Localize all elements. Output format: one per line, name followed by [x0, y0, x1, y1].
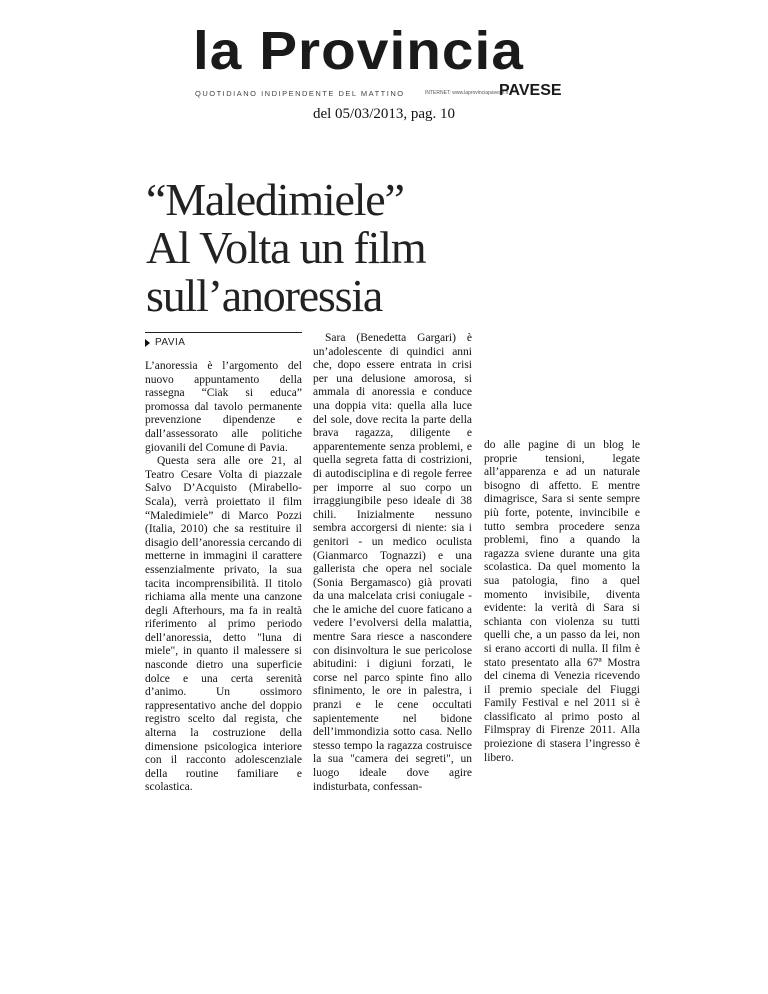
headline-line-2: Al Volta un film — [146, 222, 426, 273]
newspaper-website: INTERNET: www.laprovinciapavese.it — [425, 90, 509, 96]
dateline-label: PAVIA — [155, 337, 186, 349]
paragraph: Questa sera alle ore 21, al Teatro Cesare Volta di piazzale Salvo D’Acquisto (Mirabello-Scala), verrà proiettato il film “Maledimiele” di Marco Pozzi (Italia, 2010) che sa restituire il disagio dell’anoressia cercando di metterne in immagini il carattere essenzialmente privato, la sua tacita incomprensibilità. Il titolo richiama alla mente una canzone degli Afterhours, ma fa in realtà riferimento al primo periodo dell’anoressia, detto "luna di miele", in quanto il malessere si nasconde dietro una superficie dolce e una certa serenità d’animo. Un ossimoro rappresentativo anche del doppio registro scelto dal regista, che alterna la costruzione della dimensione psicologica interiore con il racconto adolescenziale della routine familiare e scolastica. — [145, 455, 302, 794]
headline-line-1: “Maledimiele” — [146, 174, 404, 225]
article-column-1 — [145, 332, 302, 795]
article-column-2 — [313, 332, 472, 794]
dateline — [145, 332, 302, 350]
article-column-3 — [484, 439, 640, 765]
source-date-line: del 05/03/2013, pag. 10 — [312, 106, 456, 122]
newspaper-edition: PAVESE — [499, 82, 562, 99]
dateline-marker-icon — [145, 339, 150, 347]
newspaper-logo: la Provincia — [193, 21, 524, 81]
paragraph: L’anoressia è l’argomento del nuovo appuntamento della rassegna “Ciak si educa” promossa dal tavolo permanente prevenzione dipendenze e dall’assessorato alle politiche giovanili del Comune di Pavia. — [145, 360, 302, 454]
paragraph: do alle pagine di un blog le proprie tensioni, legate all’apparenza e ad un naturale bisogno di affetto. E mentre dimagrisce, Sara si sente sempre più forte, potente, invincibile e tutto sembra procedere senza problemi, fino a quando la ragazza sviene durante una gita scolastica. Da quel momento la sua patologia, fino a quel momento invisibile, diventa evidente: la verità di Sara si schianta con violenza su tutti quelli che, a un passo da lei, non si erano accorti di nulla. Il film è stato presentato alla 67ª Mostra del cinema di Venezia ricevendo il premio speciale del Fiuggi Family Festival e nel 2011 si è classificato al primo posto al Filmspray di Firenze 2011. Alla proiezione di stasera l’ingresso è libero. — [484, 439, 640, 764]
article-headline — [146, 176, 476, 320]
headline-line-3: sull’anoressia — [146, 270, 383, 321]
newspaper-tagline: QUOTIDIANO INDIPENDENTE DEL MATTINO — [195, 89, 405, 98]
newspaper-masthead — [193, 22, 565, 98]
paragraph: Sara (Benedetta Gargari) è un’adolescente di quindici anni che, dopo essere entrata in crisi per una delusione amorosa, si ammala di anoressia e conduce una doppia vita: quella alla luce del sole, dove recita la parte della brava ragazza, diligente e apparentemente senza problemi, e quella segreta fatta di costrizioni, di autodisciplina e di regole ferree per imporre al suo corpo un irraggiungibile peso ideale di 38 chili. Inizialmente nessuno sembra accorgersi di niente: sia i genitori - un medico oculista (Gianmarco Tognazzi) e una gallerista che opera nel sociale (Sonia Bergamasco) già provati da una malcelata crisi coniugale - che le amiche del cuore faticano a vedere l’evolversi della malattia, mentre Sara riesce a nascondere con disinvoltura le sue pericolose abitudini: i digiuni forzati, le corse nel parco spinte fino allo sfinimento, le ore in palestra, i pranzi e le cene occultati sapientemente nel bidone dell’immondizia sotto casa. Nello stesso tempo la ragazza costruisce la sua "camera dei segreti", un luogo ideale dove agire indisturbata, confessan- — [313, 332, 472, 793]
